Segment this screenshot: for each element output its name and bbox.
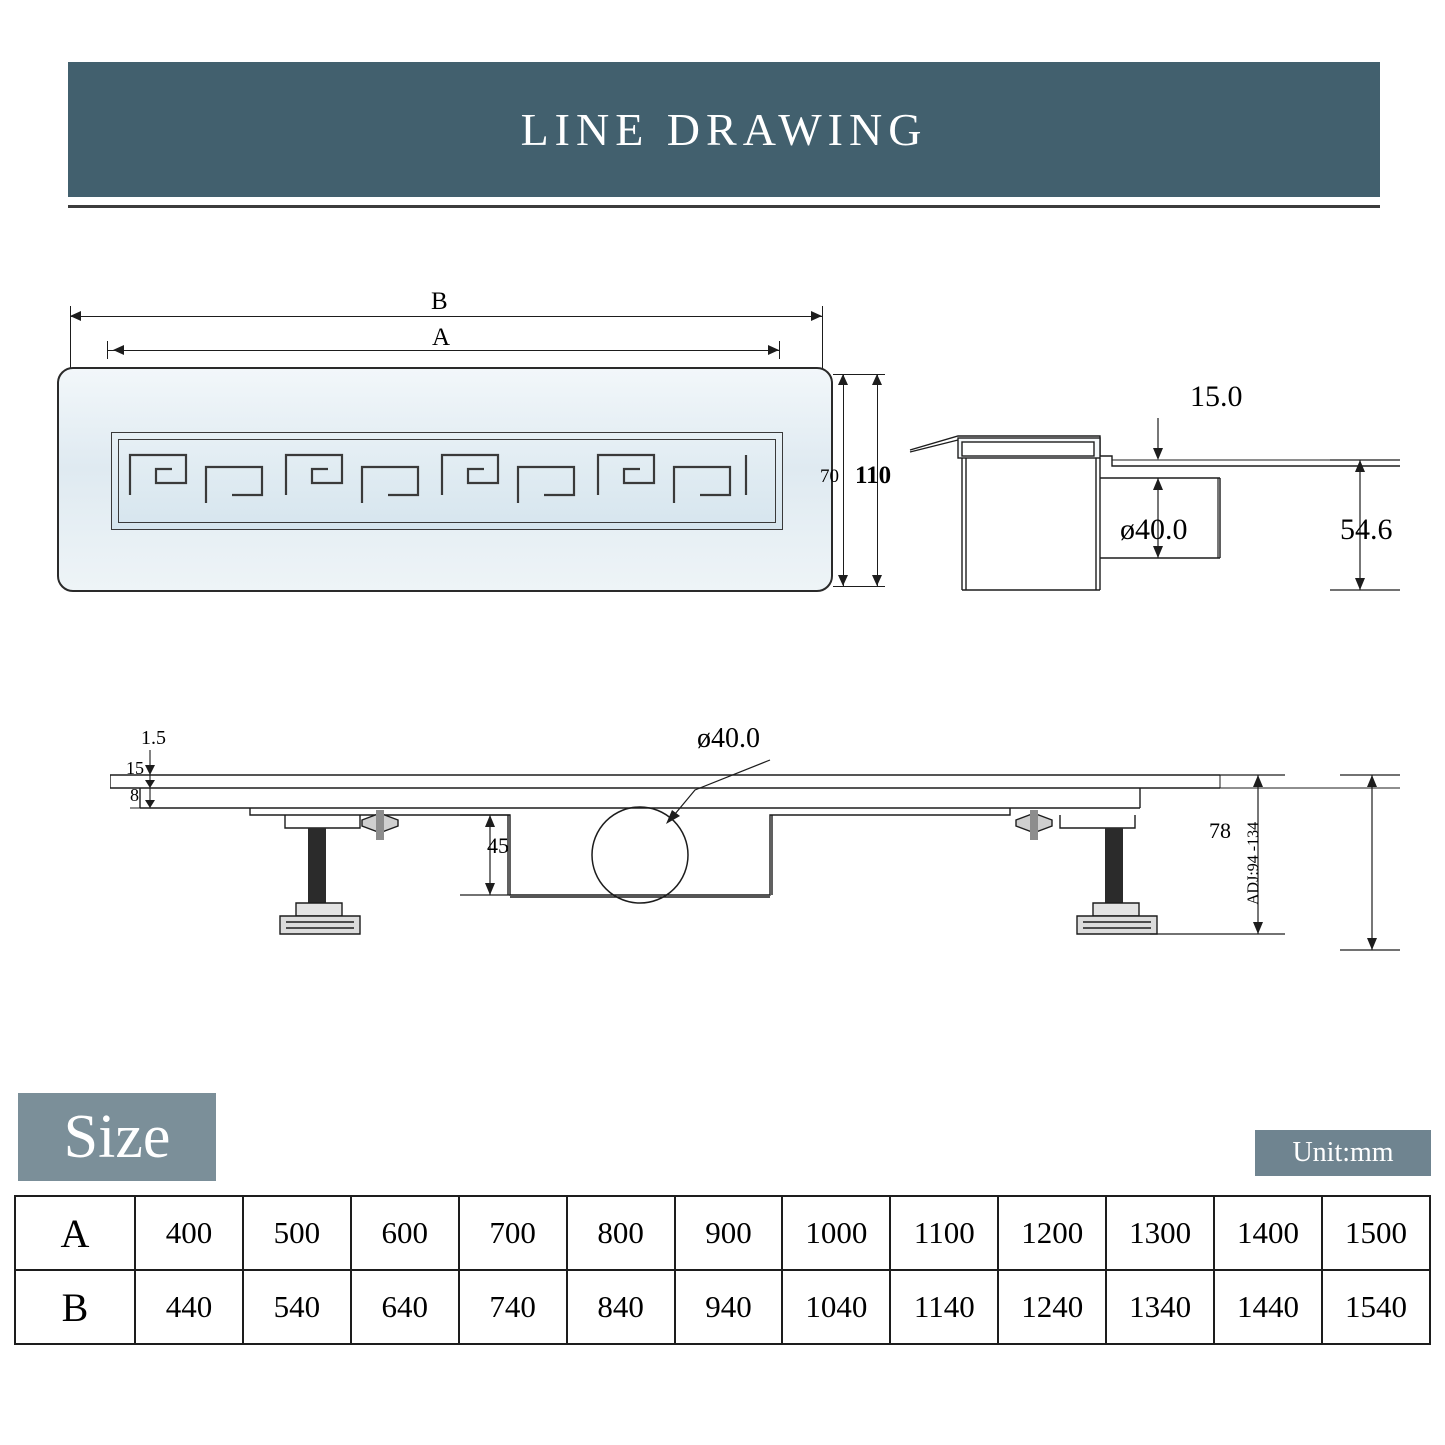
cell-b-7: 1140 [890,1270,998,1344]
cell-a-11: 1500 [1322,1196,1430,1270]
dim-b-line [70,316,822,317]
cell-a-5: 900 [675,1196,783,1270]
row-label-a: A [15,1196,135,1270]
cell-b-3: 740 [459,1270,567,1344]
dim-b-ext-right [822,306,823,372]
cell-b-11: 1540 [1322,1270,1430,1344]
dim-110-ext-bottom [833,586,885,587]
elev-adj-label: ADJ:94 -134 [1245,821,1262,905]
cell-a-6: 1000 [782,1196,890,1270]
dim-b-arrow-right [811,311,822,321]
dim-a-tick-right [779,341,780,359]
cell-a-0: 400 [135,1196,243,1270]
table-row [15,1270,1430,1344]
cell-a-3: 700 [459,1196,567,1270]
size-badge [18,1093,216,1181]
cell-a-10: 1400 [1214,1196,1322,1270]
section-dim-15-label: 15.0 [1190,380,1243,413]
dim-b-ext-left [70,306,71,372]
dim-110-ext-top [833,374,885,375]
cell-a-1: 500 [243,1196,351,1270]
elev-dim-8-label: 8 [130,785,139,805]
unit-badge [1255,1130,1431,1176]
section-diameter-label: ø40.0 [1120,513,1188,546]
dim-a-label: A [432,324,451,351]
cell-a-2: 600 [351,1196,459,1270]
cell-b-1: 540 [243,1270,351,1344]
dim-110-arrow-down [872,575,882,586]
section-depth-label: 54.6 [1340,513,1393,546]
cell-b-10: 1440 [1214,1270,1322,1344]
size-badge-label: Size [63,1103,171,1171]
cell-a-4: 800 [567,1196,675,1270]
row-label-b: B [15,1270,135,1344]
elev-dim-45-label: 45 [487,833,509,858]
outlet-section-drawing [900,360,1420,620]
elev-dim-78-label: 78 [1209,818,1231,843]
cell-a-8: 1200 [998,1196,1106,1270]
dim-70-arrow-down [838,575,848,586]
dim-110-arrow-up [872,374,882,385]
elev-dim-15-label: 15 [126,758,144,778]
dim-a-tick-left [107,341,108,359]
cell-b-5: 940 [675,1270,783,1344]
dim-b-arrow-left [70,311,81,321]
grate-panel [111,432,783,530]
dim-110-label: 110 [855,462,892,489]
cell-b-0: 440 [135,1270,243,1344]
unit-badge-label: Unit:mm [1292,1137,1394,1168]
table-row [15,1196,1430,1270]
cell-a-7: 1100 [890,1196,998,1270]
dim-a-arrow-right [768,345,779,355]
cell-b-4: 840 [567,1270,675,1344]
page-title: LINE DRAWING [520,104,928,155]
dim-70-arrow-up [838,374,848,385]
size-table [14,1195,1431,1345]
greek-key-pattern-icon [126,445,756,507]
elev-dim-1_5-label: 1.5 [141,727,166,749]
elev-diameter-label: ø40.0 [697,723,760,754]
cell-a-9: 1300 [1106,1196,1214,1270]
dim-70-line [843,374,844,586]
dim-70-label: 70 [820,466,839,487]
cell-b-8: 1240 [998,1270,1106,1344]
elevation-section-drawing [110,720,1400,980]
drain-plan-body [57,367,833,592]
cell-b-9: 1340 [1106,1270,1214,1344]
dim-b-label: B [431,288,448,315]
title-underline [68,205,1380,208]
cell-b-6: 1040 [782,1270,890,1344]
dim-a-arrow-left [113,345,124,355]
cell-b-2: 640 [351,1270,459,1344]
title-banner [68,62,1380,197]
